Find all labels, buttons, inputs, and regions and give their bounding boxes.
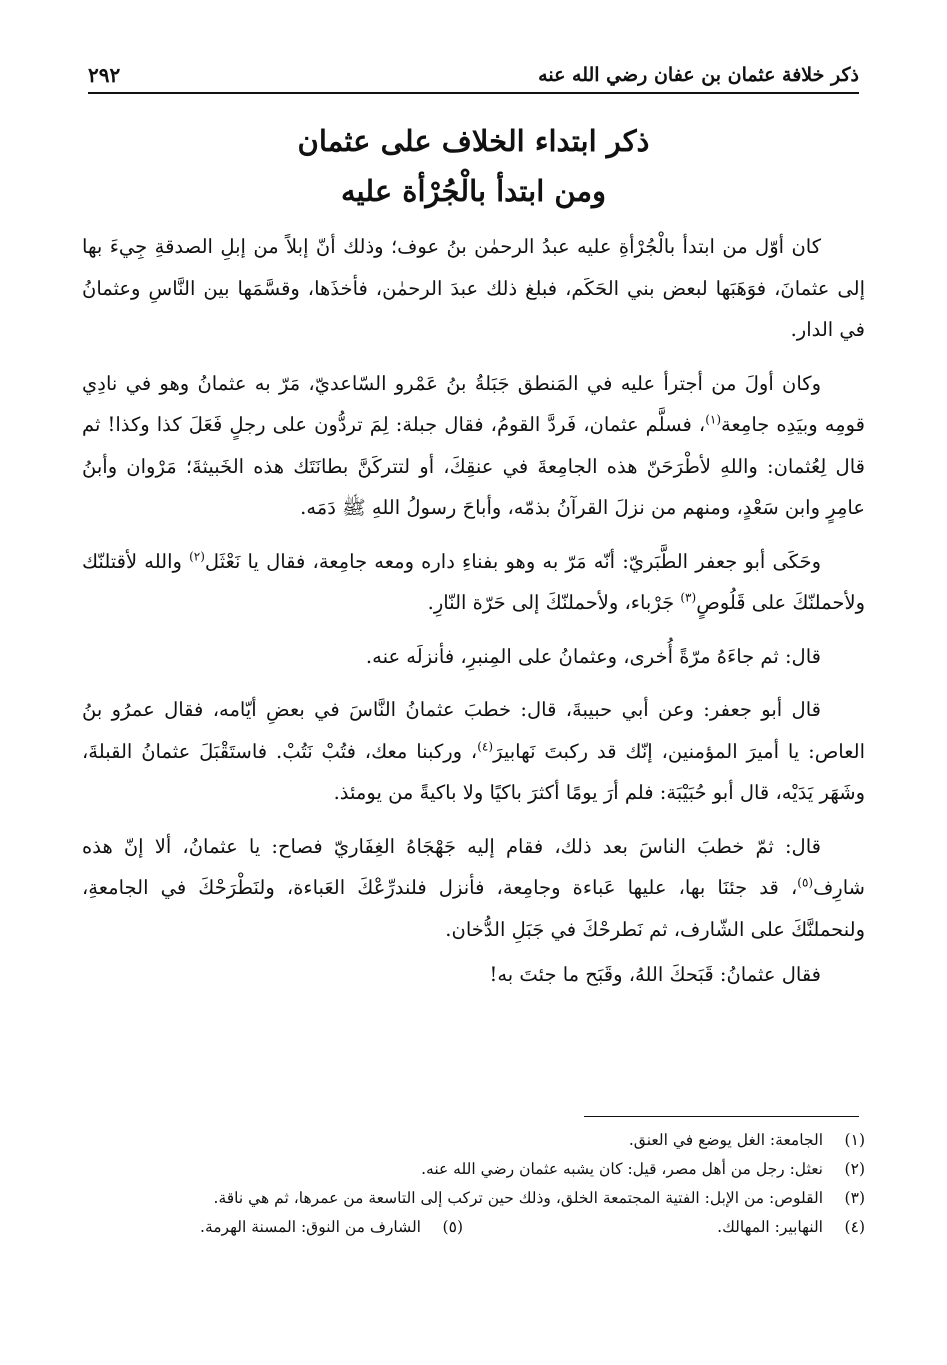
chapter-title bbox=[88, 116, 859, 216]
footnote-ref-5: (٥) bbox=[797, 875, 814, 890]
footnote-text: الشارف من النوق: المسنة الهرمة. bbox=[200, 1218, 421, 1236]
footnotes bbox=[88, 1126, 865, 1242]
paragraph-6-part-a: قال: ثمّ خطبَ الناسَ بعد ذلك، فقام إليه جَهْجَاهُ الغِفَاريّ فصاح: يا عثمانُ، ألا إنّ هذه شارِف bbox=[82, 834, 865, 899]
paragraph-5-part-b: ، وركبنا معك، فتُبْ نَتُبْ. فاستَقْبَلَ عثمانُ القبلةَ، وشَهَر يَدَيْه، قال أبو حُبَيْبَة: فلم أرَ يومًا أكثرَ باكيًا ولا باكيةً من يومئذ. bbox=[82, 739, 865, 804]
footnote-item bbox=[88, 1213, 865, 1242]
running-header bbox=[88, 58, 859, 94]
footnote-number: (٢) bbox=[844, 1160, 865, 1178]
footnote-text: النهابير: المهالك. bbox=[717, 1218, 823, 1236]
footnote-item bbox=[88, 1126, 865, 1155]
paragraph-5-part-a: قال أبو جعفر: وعن أبي حبيبةَ، قال: خطبَ عثمانُ النَّاسَ في بعضِ أيّامه، فقال عمرُو بنُ العاص: يا أميرَ المؤمنين، إنّك قد ركبتَ نَهابيرَ bbox=[82, 698, 865, 763]
footnote-text: الجامعة: الغل يوضع في العنق. bbox=[628, 1131, 823, 1149]
paragraph-6 bbox=[82, 826, 865, 951]
footnote-number: (٥) bbox=[442, 1218, 463, 1236]
footnote-text-pair bbox=[88, 1213, 823, 1242]
chapter-title-line-2: ومن ابتدأ بالْجُرْأة عليه bbox=[341, 174, 606, 208]
paragraph-4: قال: ثم جاءَهُ مرّةً أُخرى، وعثمانُ على المِنبرِ، فأنزلَه عنه. bbox=[365, 644, 821, 668]
footnote-divider bbox=[584, 1116, 859, 1117]
paragraph-2-part-a: وكان أولَ من أجترأ عليه في المَنطق جَبَلةُ بنُ عَمْرو السّاعديّ، مَرّ به عثمانُ وهو في نادِي قومِه وبيَدِه جامِعة bbox=[82, 371, 865, 436]
footnote-number: (٤) bbox=[844, 1218, 865, 1236]
paragraph-2 bbox=[82, 363, 865, 529]
footnote-ref-4: (٤) bbox=[477, 739, 494, 753]
footnote-ref-2: (٢) bbox=[189, 549, 205, 563]
footnote-number: (٣) bbox=[844, 1189, 865, 1207]
footnote-item bbox=[88, 1184, 865, 1213]
footnote-text: نعثل: رجل من أهل مصر، قيل: كان يشبه عثمان رضي الله عنه. bbox=[421, 1160, 823, 1178]
body-text bbox=[82, 226, 865, 1008]
running-title: ذكر خلافة عثمان بن عفان رضي الله عنه bbox=[538, 64, 859, 86]
footnote-ref-3: (٣) bbox=[680, 590, 697, 605]
footnote-ref-1: (١) bbox=[705, 412, 722, 427]
chapter-title-line-1: ذكر ابتداء الخلاف على عثمان bbox=[297, 124, 650, 158]
paragraph-6-part-b: ، قد جئنَا بها، عليها عَباءة وجامِعة، فأنزل فلندرِّعْكَ العَباءة، ولنَطْرَحْكَ في الجامعةِ، ولنحملنَّكَ على الشّارف، ثم نَطرحْكَ في جَبَلِ الدُّخان. bbox=[82, 876, 865, 941]
footnote-number: (١) bbox=[844, 1131, 865, 1149]
footnote-item bbox=[88, 1155, 865, 1184]
paragraph-3 bbox=[82, 541, 865, 624]
paragraph-5 bbox=[82, 689, 865, 814]
paragraph-7: فقال عثمانُ: قَبَحكَ اللهُ، وقَبَح ما جئتَ به! bbox=[489, 963, 821, 986]
paragraph-1: كان أوّل من ابتدأ بالْجُرْأةِ عليه عبدُ الرحمٰن بنُ عوف؛ وذلك أنّ إبلاً من إبلِ الصدقةِ جِيءَ بها إلى عثمانَ، فوَهَبَها لبعض بني الحَكَم، فبلغ ذلك عبدَ الرحمٰن، فأخذَها، وقسَّمَها بين النَّاسِ وعثمانُ في الدار. bbox=[82, 235, 865, 341]
paragraph-2-part-b: ، فسلَّم عثمان، فَردَّ القومُ، فقال جبلة: لِمَ تردُّون على رجلٍ فَعَلَ كذا وكذا! ثم قال لِعُثمان: واللهِ لأطْرَحَنّ هذه الجامِعةَ في عنقِكَ، أو لتتركَنَّ بطانَتَك هذه الخَبيثةَ؛ مَرْوان وأبنُ عامِرٍ وابن سَعْدٍ، ومنهم من نزلَ القرآنُ بذمّه، وأباحَ رسولُ اللهِ ﷺ دَمَه. bbox=[82, 413, 865, 519]
paragraph-3-part-c: جَرْباء، ولأحملنّكَ إلى حَرّة النّارِ. bbox=[427, 591, 681, 614]
paragraph-3-part-a: وحَكَى أبو جعفر الطَّبَريّ: أنّه مَرّ به وهو بفناءِ داره ومعه جامِعة، فقال يا نَعْثَل bbox=[204, 549, 821, 573]
footnote-text: القلوص: من الإبل: الفتية المجتمعة الخلق، وذلك حين تركب إلى التاسعة من عمرها، ثم هي ناقة. bbox=[213, 1189, 823, 1207]
page-number: ٢٩٢ bbox=[88, 63, 121, 87]
paragraph-3-part-b: والله لأقتلنّك ولأحملنّكَ على قَلُوصٍ bbox=[82, 549, 865, 614]
